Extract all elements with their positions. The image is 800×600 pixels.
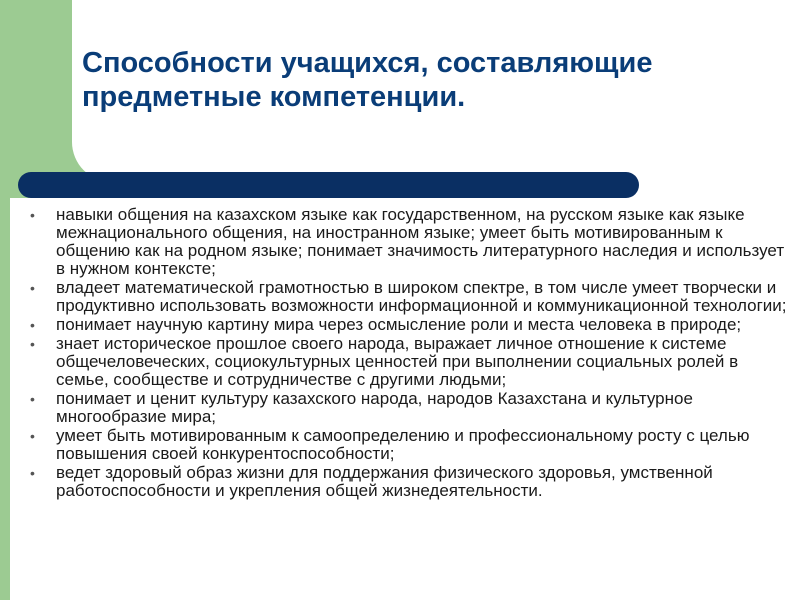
- bullet-text: умеет быть мотивированным к самоопределению и профессиональному росту с целью повышения своей конкурентоспособности;: [56, 426, 750, 463]
- bullet-dot-icon: •: [30, 465, 35, 481]
- bullet-item: [30, 335, 790, 389]
- bullet-list: [30, 206, 790, 501]
- bullet-item: [30, 390, 790, 426]
- bullet-text: понимает научную картину мира через осмысление роли и места человека в природе;: [56, 315, 742, 334]
- bullet-text: ведет здоровый образ жизни для поддержания физического здоровья, умственной работоспособности и укрепления общей жизнедеятельности.: [56, 463, 713, 500]
- bullet-item: [30, 316, 790, 334]
- bullet-dot-icon: •: [30, 336, 35, 352]
- bullet-item: [30, 279, 790, 315]
- bullet-dot-icon: •: [30, 391, 35, 407]
- slide-title: Способности учащихся, составляющие предметные компетенции.: [82, 47, 653, 113]
- bullet-dot-icon: •: [30, 317, 35, 333]
- bullet-text: владеет математической грамотностью в широком спектре, в том числе умеет творчески и продуктивно использовать возможности информационной и коммуникационной технологии;: [56, 278, 787, 315]
- title-divider-bar: [18, 172, 639, 198]
- bullet-item: [30, 427, 790, 463]
- bullet-dot-icon: •: [30, 428, 35, 444]
- bullet-text: навыки общения на казахском языке как государственном, на русском языке как языке межнационального общения, на иностранном языке; умеет быть мотивированным к общению как на родном языке; понимает значимость литературного наследия и использует в нужном контексте;: [56, 205, 785, 278]
- bullet-dot-icon: •: [30, 207, 35, 223]
- bullet-dot-icon: •: [30, 280, 35, 296]
- bullet-text: знает историческое прошлое своего народа, выражает личное отношение к системе общечеловеческих, социокультурных ценностей при выполнении социальных ролей в семье, сообществе и сотрудничестве с другими людьми;: [56, 334, 739, 389]
- bullet-item: [30, 206, 790, 278]
- bullet-item: [30, 464, 790, 500]
- bullet-text: понимает и ценит культуру казахского народа, народов Казахстана и культурное многообразие мира;: [56, 389, 693, 426]
